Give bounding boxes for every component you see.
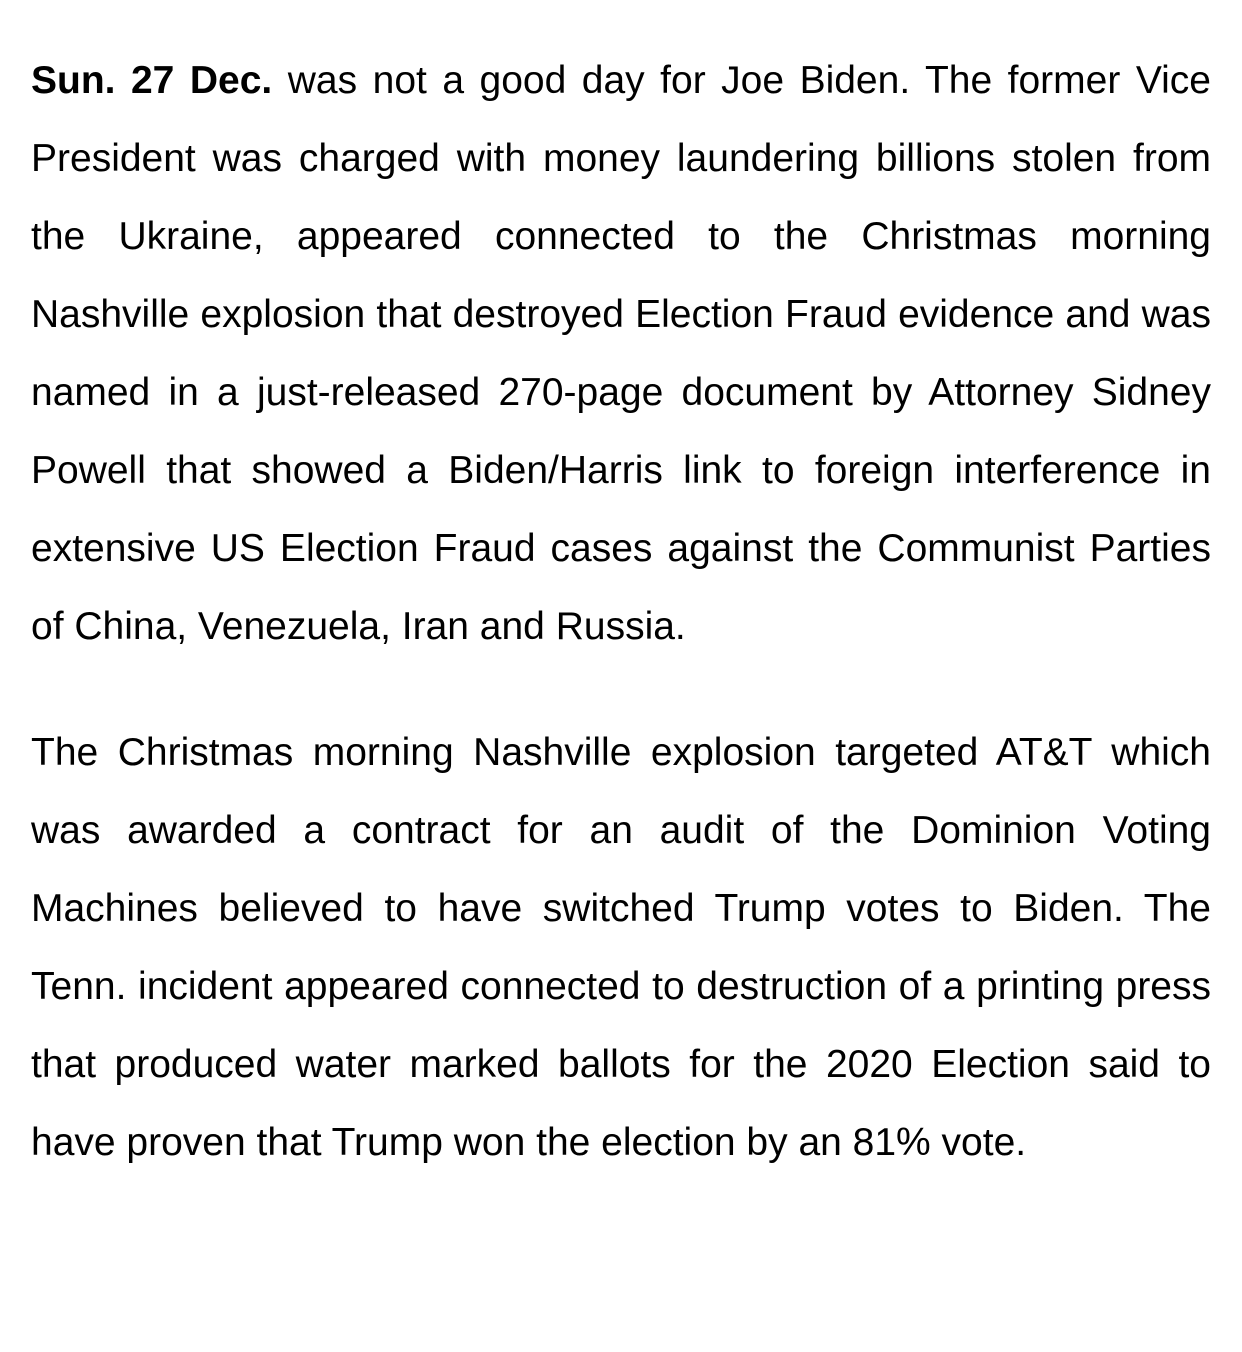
paragraph-1 <box>31 42 1211 666</box>
paragraph-1-text: was not a good day for Joe Biden. The former Vice President was charged with money laundering billions stolen from the Ukraine, appeared connected to the Christmas morning Nashville explosion that destroyed Election Fraud evidence and was named in a just-released 270-page document by Attorney Sidney Powell that showed a Biden/​Harris link to foreign interference in extensive US Election Fraud cases against the Communist Parties of China, Venezuela, Iran and Russia. <box>31 59 1211 648</box>
article-body <box>31 42 1211 1182</box>
paragraph-2-text: The Christmas morning Nashville explosion targeted AT&T which was awarded a contract for an audit of the Dominion Voting Machines believed to have switched Trump votes to Biden. The Tenn. incident appeared connected to destruction of a printing press that produced water marked ballots for the 2020 Election said to have proven that Trump won the election by an 81% vote. <box>31 731 1211 1164</box>
dateline: Sun. 27 Dec. <box>31 59 273 102</box>
paragraph-2 <box>31 714 1211 1182</box>
